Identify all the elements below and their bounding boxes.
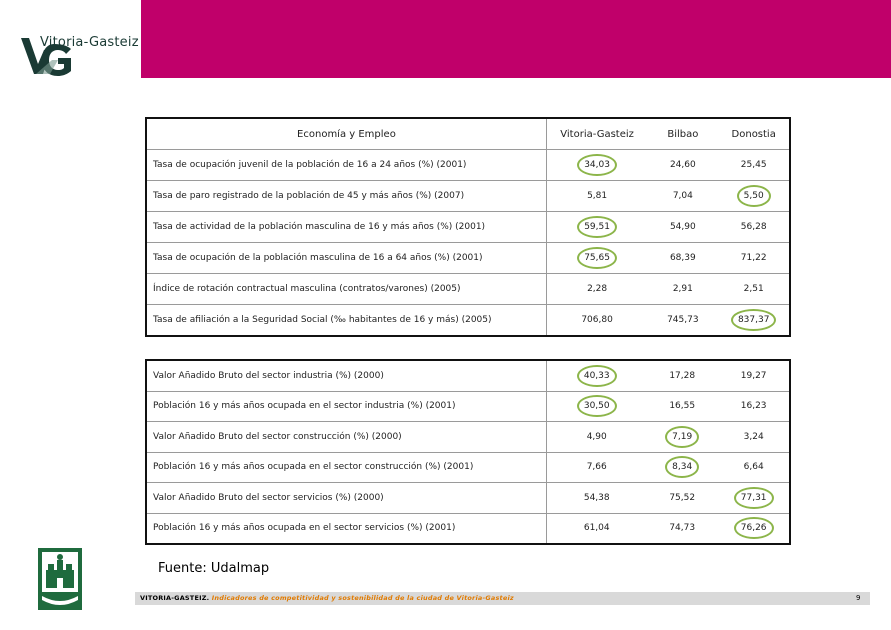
row-label: Tasa de paro registrado de la población de 45 y más años (%) (2007) bbox=[146, 181, 546, 212]
cell-value: 16,55 bbox=[646, 391, 718, 422]
table-row bbox=[146, 243, 790, 274]
table-row bbox=[146, 212, 790, 243]
source-note: Fuente: Udalmap bbox=[158, 561, 270, 576]
row-label: Tasa de afiliación a la Seguridad Social (‰ habitantes de 16 y más) (2005) bbox=[153, 315, 492, 325]
table-row bbox=[146, 513, 790, 544]
cell-value: 75,52 bbox=[646, 483, 718, 514]
cell-value: 19,27 bbox=[718, 360, 790, 391]
cell-value: 68,39 bbox=[647, 243, 718, 274]
cell-value: 56,28 bbox=[718, 212, 790, 243]
table-row bbox=[146, 360, 790, 391]
col-header-vitoria: Vitoria-Gasteiz bbox=[546, 118, 647, 150]
table-row bbox=[146, 150, 790, 181]
highlighted-value: 40,33 bbox=[577, 365, 617, 387]
sectors-table bbox=[145, 359, 791, 545]
row-label: Valor Añadido Bruto del sector industria (%) (2000) bbox=[146, 360, 547, 391]
highlighted-value: 76,26 bbox=[734, 517, 774, 539]
logo-text-part2: Gasteiz bbox=[88, 35, 139, 50]
table-row bbox=[146, 305, 790, 337]
col-header-bilbao: Bilbao bbox=[647, 118, 718, 150]
page-number: 9 bbox=[856, 594, 861, 602]
highlighted-value: 837,37 bbox=[731, 309, 777, 331]
cell-value: 61,04 bbox=[547, 513, 646, 544]
highlighted-value: 7,19 bbox=[665, 426, 699, 448]
row-label: Tasa de ocupación juvenil de la población de 16 a 24 años (%) (2001) bbox=[146, 150, 546, 181]
highlighted-value: 59,51 bbox=[577, 216, 617, 238]
row-label: Tasa de actividad de la población masculina de 16 y más años (%) (2001) bbox=[146, 212, 546, 243]
highlighted-value: 5,50 bbox=[737, 185, 771, 207]
row-label: Población 16 y más años ocupada en el sector construcción (%) (2001) bbox=[146, 452, 547, 483]
row-label: Tasa de ocupación de la población masculina de 16 a 64 años (%) (2001) bbox=[146, 243, 546, 274]
cell-value: 74,73 bbox=[669, 523, 696, 534]
cell-value: 5,81 bbox=[546, 181, 647, 212]
highlighted-value: 34,03 bbox=[577, 154, 617, 176]
cell-value: 71,22 bbox=[718, 243, 790, 274]
cell-value: 3,24 bbox=[718, 422, 790, 453]
table-row bbox=[146, 452, 790, 483]
cell-value: 745,73 bbox=[667, 315, 699, 325]
row-label: Valor Añadido Bruto del sector servicios (%) (2000) bbox=[146, 483, 547, 514]
table-row bbox=[146, 181, 790, 212]
cell-value: 54,38 bbox=[547, 483, 646, 514]
city-shield-icon bbox=[38, 548, 82, 610]
table-row bbox=[146, 391, 790, 422]
cell-value: 706,80 bbox=[546, 305, 647, 337]
cell-value: 2,91 bbox=[647, 274, 718, 305]
table-row bbox=[146, 483, 790, 514]
cell-value: 7,66 bbox=[547, 452, 646, 483]
cell-value: 7,04 bbox=[647, 181, 718, 212]
cell-value: 16,23 bbox=[718, 391, 790, 422]
table-title: Economía y Empleo bbox=[146, 118, 546, 150]
cell-value: 6,64 bbox=[718, 452, 790, 483]
table-row bbox=[146, 274, 790, 305]
cell-value: 54,90 bbox=[647, 212, 718, 243]
row-label: Población 16 y más años ocupada en el sector servicios (%) (2001) bbox=[153, 523, 456, 534]
logo-text bbox=[40, 35, 139, 50]
logo-text-part1: Vitoria- bbox=[40, 35, 89, 50]
row-label: Índice de rotación contractual masculina (contratos/varones) (2005) bbox=[146, 274, 546, 305]
economy-table bbox=[145, 117, 791, 337]
footer-subtitle: Indicadores de competitividad y sostenibilidad de la ciudad de Vitoria-Gasteiz bbox=[211, 594, 514, 602]
cell-value: 4,90 bbox=[547, 422, 646, 453]
footer-title: VITORIA-GASTEIZ. bbox=[140, 594, 210, 602]
highlighted-value: 8,34 bbox=[665, 456, 699, 478]
table-row bbox=[146, 422, 790, 453]
cell-value: 2,28 bbox=[546, 274, 647, 305]
highlighted-value: 30,50 bbox=[577, 395, 617, 417]
highlighted-value: 75,65 bbox=[577, 247, 617, 269]
cell-value: 17,28 bbox=[646, 360, 718, 391]
row-label: Valor Añadido Bruto del sector construcción (%) (2000) bbox=[146, 422, 547, 453]
footer-text bbox=[140, 594, 514, 602]
col-header-donostia: Donostia bbox=[718, 118, 790, 150]
header-banner bbox=[141, 0, 891, 78]
cell-value: 25,45 bbox=[718, 150, 790, 181]
table-header-row bbox=[146, 118, 790, 150]
highlighted-value: 77,31 bbox=[734, 487, 774, 509]
row-label: Población 16 y más años ocupada en el sector industria (%) (2001) bbox=[146, 391, 547, 422]
cell-value: 2,51 bbox=[718, 274, 790, 305]
cell-value: 24,60 bbox=[647, 150, 718, 181]
